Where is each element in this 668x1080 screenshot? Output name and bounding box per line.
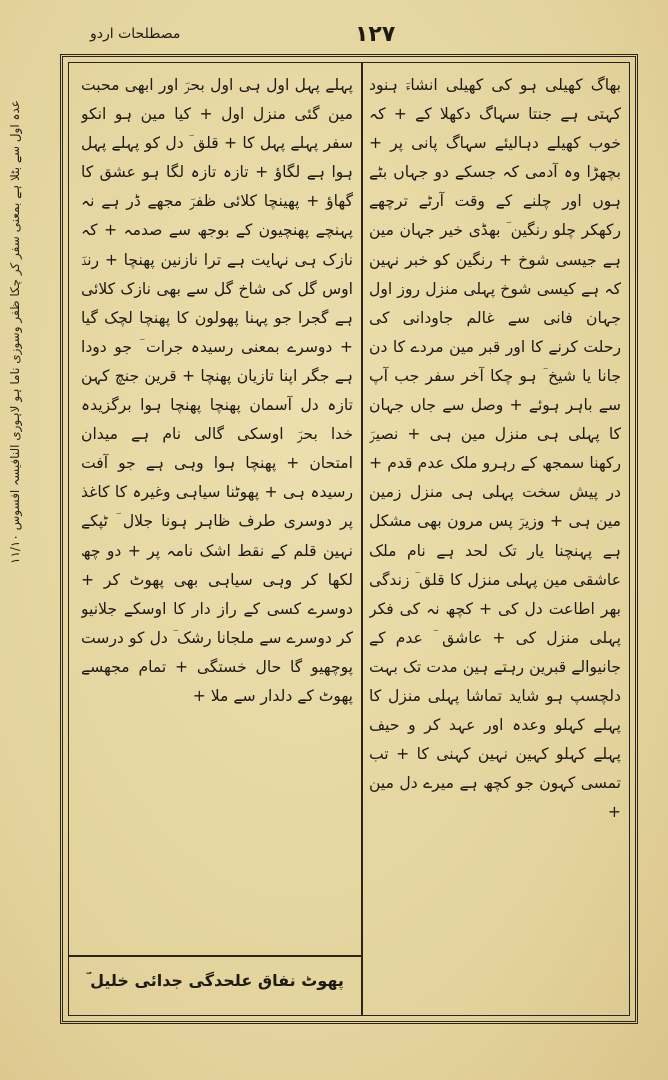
running-title: مصطلحات اردو bbox=[90, 26, 181, 42]
page-header bbox=[60, 22, 640, 52]
left-column-text: پہلے پہل اول ہی اول بحرؔ اور ابھی محبت مین گئی منزل اول + کیا مین ہو انکو سفر پہلے پہل کا + قلق ؔ دل کو پہلے پہل ہوا ہے لگاؤ + تازہ تازہ لگا ہو عشق کا گھاؤ + پھینچا کلائی ظفرؔ مجھے ڈر ہے نہ پہنچے پھنچیون کے بوجھ سے صدمہ + کہ نازک ہی نہایت ہے ترا نازنین پھنچا + رندؔ اوس گل کی شاخ گل سے بھی نازک کلائی ہے گجرا جو پہنا پھولون کا پھنچا لچک گیا + دوسرے بمعنی رسیدہ جرات ؔ جو دودا ہے جگر اپنا تازیان پھنچا + قرین جنچ کہن تازہ دل آسمان پھنچا پھنچا ہوا برگزیدہ خدا بحرؔ اوسکی گالی نام ہے میدان امتحان + پھنچا ہوا وہی ہے جو آفت رسیدہ ہی + پھوٹنا سیاہی وغیرہ کا کاغذ پر دوسری طرف ظاہر ہونا جلال ؔ ٹپکے نہین قلم کے نقط اشک نامہ پر + دو چھ لکھا کر وہی سیاہی بھی پھوٹ کر + دوسرے کسی کے راز دار کا اوسکے جلانیو کر دوسرے سے ملجانا رشک ؔ دل کو درست پوچھیو گا حال خستگی + تمام مجھسے پھوٹ کے دلدار سے ملا + bbox=[81, 76, 353, 705]
column-divider bbox=[361, 63, 363, 1015]
page-number: ۱۲۷ bbox=[355, 22, 396, 47]
footer-line: پھوٹ نفاق علحدگی جدائی خلیل ؔ bbox=[86, 971, 344, 990]
left-column bbox=[81, 71, 353, 951]
right-column bbox=[369, 71, 621, 1011]
text-frame-inner bbox=[68, 62, 630, 1016]
right-column-text: بھاگ کھیلی ہو کی کھیلی انشاءؔ ہنود کہتی ہے جنتا سہاگ دکھلا کے + کہ خوب کھیلے دہالیئے سہاگ پانی پر + بچھڑا وہ آدمی کہ جسکے دو جہاں بٹے ہوں اور چلنے کے وقت آرٹے ترچھے رکھکر چلو رنگین ؔ بھڈی خیر جہان مین ہے جیسی شوخ + رنگین کو خبر نہین کہ ہے کیسی شوخ پہلی منزل روز اول جہان فانی سے غالم جاودانی کی رحلت کرنے کا اور قبر مین مردے کا دن جانا یا شیخ ؔ ہو چکا آخر سفر جب آپ سے باہر ہوئے + وصل سے جاں جہان کا پہلی ہی منزل مین ہی + نصیرؔ رکھنا سمجھ کے رہرو ملک عدم قدم + در پیش سخت پہلی ہی منزل زمین مین ہی + وزیرؔ پس مرون بھی مشکل ہے پہنچنا یار تک لحد ہے نام ملک عاشقی مین پہلی منزل کا قلق ؔ زندگی بھر اطاعت دل کی + کچھ نہ کی فکر پہلی منزل کی + عاشق ؔ عدم کے جانیوالے قبرین رہتے ہین مدت تک بہت دلچسپ ہو شاید تماشا پہلی منزل کا پہلے کہلو وعدہ اور عہد کر و حیف پہلے کہلو کہین نہین کہنی کا + تب تمسی کہون جو کچھ ہے میرے دل مین + bbox=[369, 76, 621, 822]
margin-note: عدہ اول سے بٹلا ہے بمعنی سفر کر چکا ظفر وسوزی ناما ہو لاہوری النافیسہ افسوس ۱۱/۱۰ bbox=[8, 100, 22, 564]
text-frame bbox=[60, 54, 638, 1024]
footer-box bbox=[69, 955, 361, 1019]
